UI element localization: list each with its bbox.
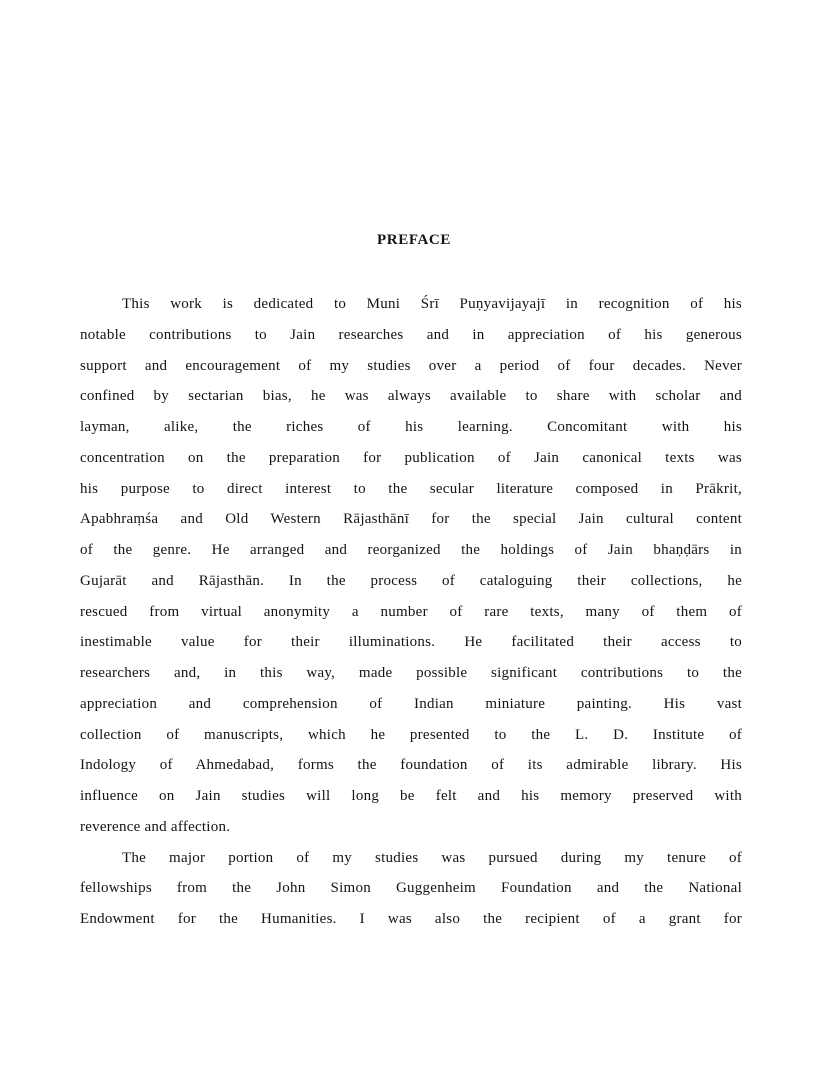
text-line: notable contributions to Jain researches and in appreciation of his generous	[80, 326, 742, 343]
text-line: Apabhraṃśa and Old Western Rājasthānī for the special Jain cultural content	[80, 511, 742, 528]
page-title: PREFACE	[377, 232, 451, 248]
text-line: influence on Jain studies will long be felt and his memory preserved with	[80, 788, 742, 804]
text-line: his purpose to direct interest to the secular literature composed in Prākrit,	[80, 480, 742, 497]
text-line: researchers and, in this way, made possible significant contributions to the	[80, 665, 742, 681]
paragraph	[80, 843, 742, 935]
text-line: layman, alike, the riches of his learning. Concomitant with his	[80, 419, 742, 435]
text-line: inestimable value for their illuminations. He facilitated their access to	[80, 634, 742, 651]
paragraph	[80, 289, 742, 843]
body-text	[80, 289, 742, 935]
text-line: Gujarāt and Rājasthān. In the process of cataloguing their collections, he	[80, 572, 742, 589]
text-line: collection of manuscripts, which he presented to the L. D. Institute of	[80, 726, 742, 743]
text-line: confined by sectarian bias, he was always available to share with scholar and	[80, 388, 742, 405]
text-line: concentration on the preparation for publication of Jain canonical texts was	[80, 449, 742, 466]
text-line: support and encouragement of my studies over a period of four decades. Never	[80, 357, 742, 374]
text-line: of the genre. He arranged and reorganized the holdings of Jain bhaṇḍārs in	[80, 542, 742, 558]
text-line: This work is dedicated to Muni Śrī Puṇyavijayajī in recognition of his	[122, 296, 742, 312]
text-line: fellowships from the John Simon Guggenheim Foundation and the National	[80, 880, 742, 897]
text-line: rescued from virtual anonymity a number of rare texts, many of them of	[80, 603, 742, 620]
text-line: reverence and affection.	[80, 818, 231, 835]
text-line: Endowment for the Humanities. I was also the recipient of a grant for	[80, 911, 742, 927]
text-line: Indology of Ahmedabad, forms the foundation of its admirable library. His	[80, 757, 742, 774]
text-line: appreciation and comprehension of Indian miniature painting. His vast	[80, 695, 742, 712]
text-line: The major portion of my studies was pursued during my tenure of	[122, 849, 742, 866]
